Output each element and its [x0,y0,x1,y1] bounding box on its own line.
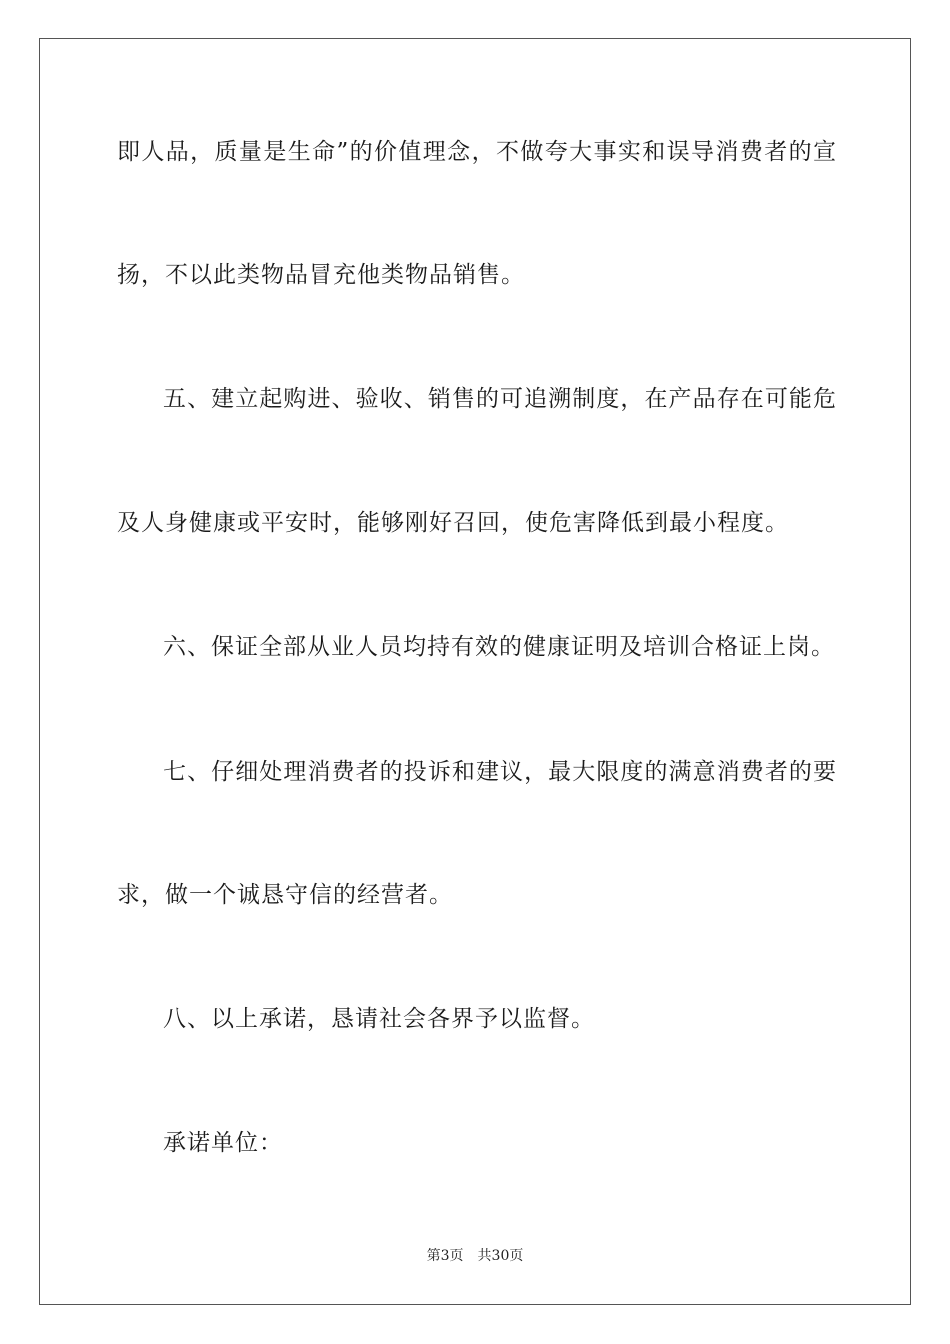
body-line-8: 八、以上承诺，恳请社会各界予以监督。 [163,1006,595,1032]
page-frame [39,38,911,1305]
body-line-6: 七、仔细处理消费者的投诉和建议，最大限度的满意消费者的要 [163,759,837,785]
body-line-1: 即人品，质量是生命”的价值理念，不做夸大事实和误导消费者的宣 [117,139,837,165]
page-footer [0,1247,950,1265]
signature-label: 承诺单位： [163,1130,283,1156]
body-line-4: 及人身健康或平安时，能够刚好召回，使危害降低到最小程度。 [117,510,789,536]
body-line-2: 扬，不以此类物品冒充他类物品销售。 [117,262,525,288]
body-line-3: 五、建立起购进、验收、销售的可追溯制度，在产品存在可能危 [163,386,837,412]
page-total: 共30页 [477,1248,524,1264]
page-number: 第3页 [426,1248,464,1264]
body-line-5: 六、保证全部从业人员均持有效的健康证明及培训合格证上岗。 [163,634,835,660]
body-line-7: 求，做一个诚恳守信的经营者。 [117,882,453,908]
